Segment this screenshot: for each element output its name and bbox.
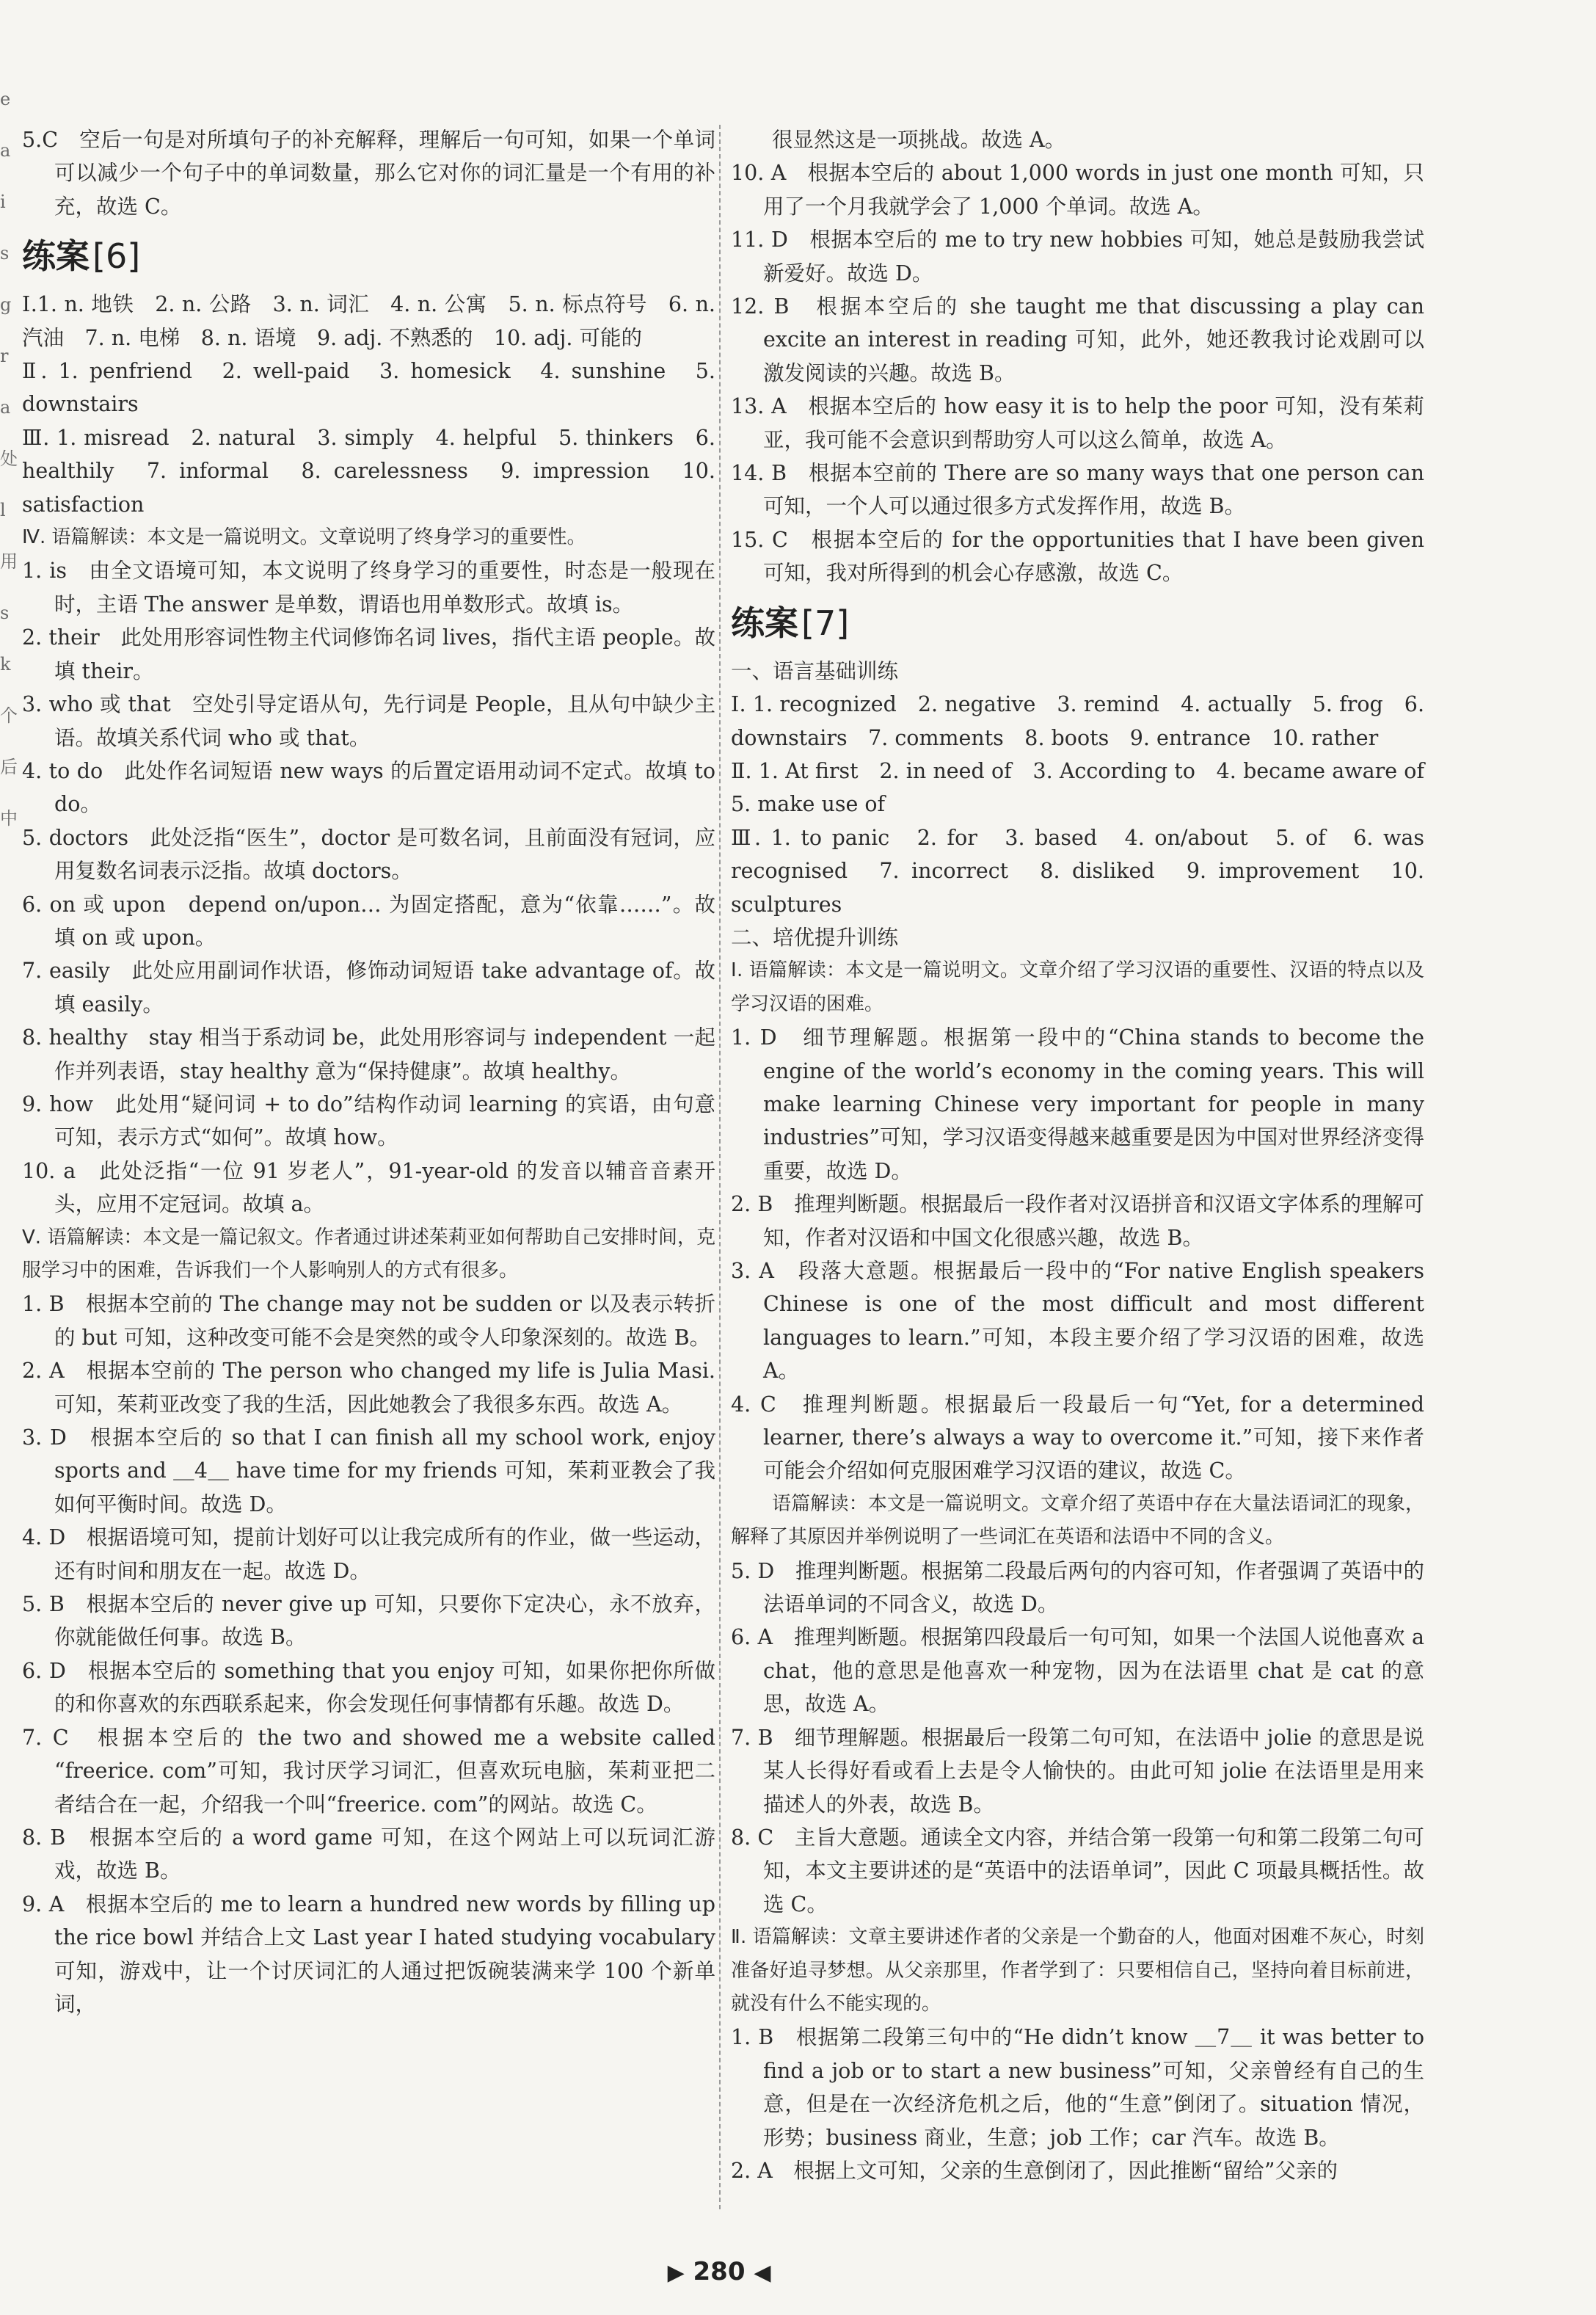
answer-paragraph: 很显然这是一项挑战。故选 A。: [772, 128, 1066, 152]
answer-paragraph: 1. B 根据第二段第三句中的“He didn’t know ＿7＿ it was better to find a job or to start a new business”可知，父亲曾经有自己的生意，但是在一次经济危机之后，他的“生意”倒闭了。situation 情况，形势；business 商业，生意；job 工作；car 汽车。故选 B。: [731, 2025, 1424, 2150]
answer-paragraph: 10. A 根据本空后的 about 1,000 words in just one month 可知，只用了一个月我就学会了 1,000 个单词。故选 A。: [731, 161, 1424, 219]
column-divider: [719, 125, 721, 2209]
section-title: [731, 597, 1424, 649]
passage-note: Ⅱ. 语篇解读：文章主要讲述作者的父亲是一个勤奋的人，他面对困难不灰心，时刻准备好追寻梦想。从父亲那里，作者学到了：只要相信自己，坚持向着目标前进，就没有什么不能实现的。: [731, 1926, 1424, 2015]
answer-paragraph: 9. A 根据本空后的 me to learn a hundred new words by filling up the rice bowl 并结合上文 Last year I hated studying vocabulary 可知，游戏中，让一个讨厌词汇的人通过把饭碗装满来学 100 个新单词，: [22, 1891, 715, 2016]
edge-fragment: l: [0, 500, 6, 520]
answer-paragraph: 4. C 推理判断题。根据最后一段最后一句“Yet, for a determined learner, there’s always a way to overcome it.”可知，接下来作者可能会介绍如何克服困难学习汉语的建议，故选 C。: [731, 1392, 1424, 1483]
binding-edge-fragments: [0, 73, 19, 2202]
answer-paragraph: 一、语言基础训练: [731, 658, 899, 683]
answer-paragraph: 5. doctors 此处泛指“医生”，doctor 是可数名词，且前面没有冠词，应用复数名词表示泛指。故填 doctors。: [22, 825, 715, 884]
answer-paragraph: 15. C 根据本空后的 for the opportunities that I have been given 可知，我对所得到的机会心存感激，故选 C。: [731, 527, 1424, 586]
page-footer: [0, 2257, 1438, 2286]
edge-fragment: g: [0, 294, 12, 315]
answer-paragraph: 4. D 根据语境可知，提前计划好可以让我完成所有的作业，做一些运动，还有时间和朋友在一起。故选 D。: [22, 1525, 715, 1583]
answer-paragraph: 5. B 根据本空后的 never give up 可知，只要你下定决心，永不放弃，你就能做任何事。故选 B。: [22, 1592, 715, 1650]
answer-paragraph: 3. A 段落大意题。根据最后一段中的“For native English speakers Chinese is one of the most difficult and most different languages to learn.”可知，本段主要介绍了学习汉语的困难，故选 A。: [731, 1259, 1424, 1384]
answer-paragraph: 3. who 或 that 空处引导定语从句，先行词是 People，且从句中缺少主语。故填关系代词 who 或 that。: [22, 692, 715, 750]
answer-paragraph: 3. D 根据本空后的 so that I can finish all my school work, enjoy sports and ＿4＿ have time for my friends 可知，茱莉亚教会了我如何平衡时间。故选 D。: [22, 1425, 715, 1516]
section-title: [22, 230, 715, 282]
answer-paragraph: 2. A 根据本空前的 The person who changed my life is Julia Masi. 可知，茱莉亚改变了我的生活，因此她教会了我很多东西。故选 A。: [22, 1359, 715, 1417]
answer-paragraph: Ⅲ. 1. to panic 2. for 3. based 4. on/about 5. of 6. was recognised 7. incorrect 8. disliked 9. improvement 10. sculptures: [731, 825, 1424, 917]
passage-note: Ⅳ. 语篇解读：本文是一篇说明文。文章说明了终身学习的重要性。: [22, 526, 586, 549]
edge-fragment: s: [0, 603, 10, 623]
edge-fragment: e: [0, 89, 11, 109]
edge-fragment: 处: [0, 448, 18, 469]
edge-fragment: k: [0, 654, 11, 675]
answer-paragraph: 7. B 细节理解题。根据最后一段第二句可知，在法语中 jolie 的意思是说某人长得好看或看上去是令人愉快的。由此可知 jolie 在法语里是用来描述人的外表，故选 B。: [731, 1725, 1424, 1817]
edge-fragment: a: [0, 397, 11, 418]
passage-note: 语篇解读：本文是一篇说明文。文章介绍了英语中存在大量法语词汇的现象，解释了其原因并举例说明了一些词汇在英语和法语中不同的含义。: [731, 1492, 1424, 1549]
edge-fragment: s: [0, 243, 10, 264]
answer-paragraph: Ⅰ. 1. recognized 2. negative 3. remind 4. actually 5. frog 6. downstairs 7. comments 8. boots 9. entrance 10. rather: [731, 692, 1424, 750]
answer-paragraph: 2. A 根据上文可知，父亲的生意倒闭了，因此推断“留给”父亲的: [731, 2158, 1338, 2183]
answer-paragraph: 8. B 根据本空后的 a word game 可知，在这个网站上可以玩词汇游戏，故选 B。: [22, 1825, 715, 1883]
answer-paragraph: Ⅲ. 1. misread 2. natural 3. simply 4. helpful 5. thinkers 6. healthily 7. informal 8. carelessness 9. impression 10. satisfaction: [22, 425, 715, 517]
answer-paragraph: 8. healthy stay 相当于系动词 be，此处用形容词与 independent 一起作并列表语，stay healthy 意为“保持健康”。故填 healthy。: [22, 1025, 715, 1083]
page-arrow-right-icon: ▶: [667, 2260, 685, 2286]
answer-paragraph: 1. is 由全文语境可知，本文说明了终身学习的重要性，时态是一般现在时，主语 The answer 是单数，谓语也用单数形式。故填 is。: [22, 559, 715, 617]
answer-paragraph: 5. D 推理判断题。根据第二段最后两句的内容可知，作者强调了英语中的法语单词的不同含义，故选 D。: [731, 1558, 1424, 1617]
passage-note: Ⅰ. 语篇解读：本文是一篇说明文。文章介绍了学习汉语的重要性、汉语的特点以及学习汉语的困难。: [731, 959, 1424, 1015]
answer-paragraph: Ⅱ. 1. At first 2. in need of 3. According to 4. became aware of 5. make use of: [731, 758, 1446, 817]
answer-paragraph: 2. B 推理判断题。根据最后一段作者对汉语拼音和汉语文字体系的理解可知，作者对汉语和中国文化很感兴趣，故选 B。: [731, 1192, 1424, 1250]
answer-paragraph: 8. C 主旨大意题。通读全文内容，并结合第一段第一句和第二段第二句可知，本文主要讲述的是“英语中的法语单词”，因此 C 项最具概括性。故选 C。: [731, 1825, 1424, 1916]
answer-paragraph: Ⅱ. 1. penfriend 2. well-paid 3. homesick 4. sunshine 5. downstairs: [22, 359, 715, 417]
answer-paragraph: 6. D 根据本空后的 something that you enjoy 可知，如果你把你所做的和你喜欢的东西联系起来，你会发现任何事情都有乐趣。故选 D。: [22, 1658, 715, 1717]
answer-paragraph: Ⅰ.1. n. 地铁 2. n. 公路 3. n. 词汇 4. n. 公寓 5. n. 标点符号 6. n. 汽油 7. n. 电梯 8. n. 语境 9. adj. 不熟悉的 10. adj. 可能的: [22, 292, 715, 350]
answer-paragraph: 6. A 推理判断题。根据第四段最后一句可知，如果一个法国人说他喜欢 a chat，他的意思是他喜欢一种宠物，因为在法语里 chat 是 cat 的意思，故选 A。: [731, 1625, 1424, 1717]
answer-paragraph: 12. B 根据本空后的 she taught me that discussing a play can excite an interest in reading 可知，此外，她还教我讨论戏剧可以激发阅读的兴趣。故选 B。: [731, 294, 1424, 385]
section-title-label: 练案: [22, 236, 90, 277]
edge-fragment: 后: [0, 757, 18, 777]
answer-paragraph: 9. how 此处用“疑问词 + to do”结构作动词 learning 的宾语，由句意可知，表示方式“如何”。故填 how。: [22, 1091, 715, 1150]
answer-paragraph: 14. B 根据本空前的 There are so many ways that one person can 可知，一个人可以通过很多方式发挥作用，故选 B。: [731, 461, 1424, 519]
edge-fragment: 个: [0, 705, 18, 726]
page-arrow-left-icon: ◀: [754, 2260, 771, 2286]
answer-paragraph: 11. D 根据本空后的 me to try new hobbies 可知，她总是鼓励我尝试新爱好。故选 D。: [731, 228, 1424, 286]
section-title-label: 练案: [731, 603, 798, 643]
answer-paragraph: 5.C 空后一句是对所填句子的补充解释，理解后一句可知，如果一个单词可以减少一个句子中的单词数量，那么它对你的词汇量是一个有用的补充，故选 C。: [22, 128, 715, 219]
answer-paragraph: 1. B 根据本空前的 The change may not be sudden or 以及表示转折的 but 可知，这种改变可能不会是突然的或令人印象深刻的。故选 B。: [22, 1292, 715, 1350]
edge-fragment: i: [0, 192, 6, 212]
answer-paragraph: 1. D 细节理解题。根据第一段中的“China stands to become the engine of the world’s economy in the coming years. This will make learning Chinese very important for people in many industries”可知，学习汉语变得越来越重要是因为中国对世界经济变得重要，故选 D。: [731, 1025, 1424, 1183]
answer-paragraph: 6. on 或 upon depend on/upon… 为固定搭配，意为“依靠……”。故填 on 或 upon。: [22, 892, 715, 950]
section-title-number: [7]: [801, 603, 850, 643]
edge-fragment: r: [0, 346, 9, 366]
right-column: [731, 123, 1446, 2187]
answer-paragraph: 13. A 根据本空后的 how easy it is to help the poor 可知，没有茱莉亚，我可能不会意识到帮助穷人可以这么简单，故选 A。: [731, 394, 1424, 452]
answer-paragraph: 10. a 此处泛指“一位 91 岁老人”，91-year-old 的发音以辅音音素开头，应用不定冠词。故填 a。: [22, 1158, 715, 1217]
answer-paragraph: 4. to do 此处作名词短语 new ways 的后置定语用动词不定式。故填 to do。: [22, 758, 715, 817]
left-column: [22, 123, 715, 2021]
answer-paragraph: 二、培优提升训练: [731, 925, 899, 950]
edge-fragment: 中: [0, 808, 18, 829]
page-number: 280: [693, 2257, 746, 2286]
section-title-number: [6]: [92, 236, 141, 277]
answer-paragraph: 7. C 根据本空后的 the two and showed me a website called “freerice. com”可知，我讨厌学习词汇，但喜欢玩电脑，茱莉亚把二者结合在一起，介绍我一个叫“freerice. com”的网站。故选 C。: [22, 1725, 715, 1817]
answer-paragraph: 7. easily 此处应用副词作状语，修饰动词短语 take advantage of。故填 easily。: [22, 959, 715, 1017]
edge-fragment: a: [0, 140, 11, 161]
passage-note: Ⅴ. 语篇解读：本文是一篇记叙文。作者通过讲述茱莉亚如何帮助自己安排时间，克服学习中的困难，告诉我们一个人影响别人的方式有很多。: [22, 1226, 715, 1282]
edge-fragment: 用: [0, 551, 18, 572]
answer-paragraph: 2. their 此处用形容词性物主代词修饰名词 lives，指代主语 people。故填 their。: [22, 625, 715, 683]
